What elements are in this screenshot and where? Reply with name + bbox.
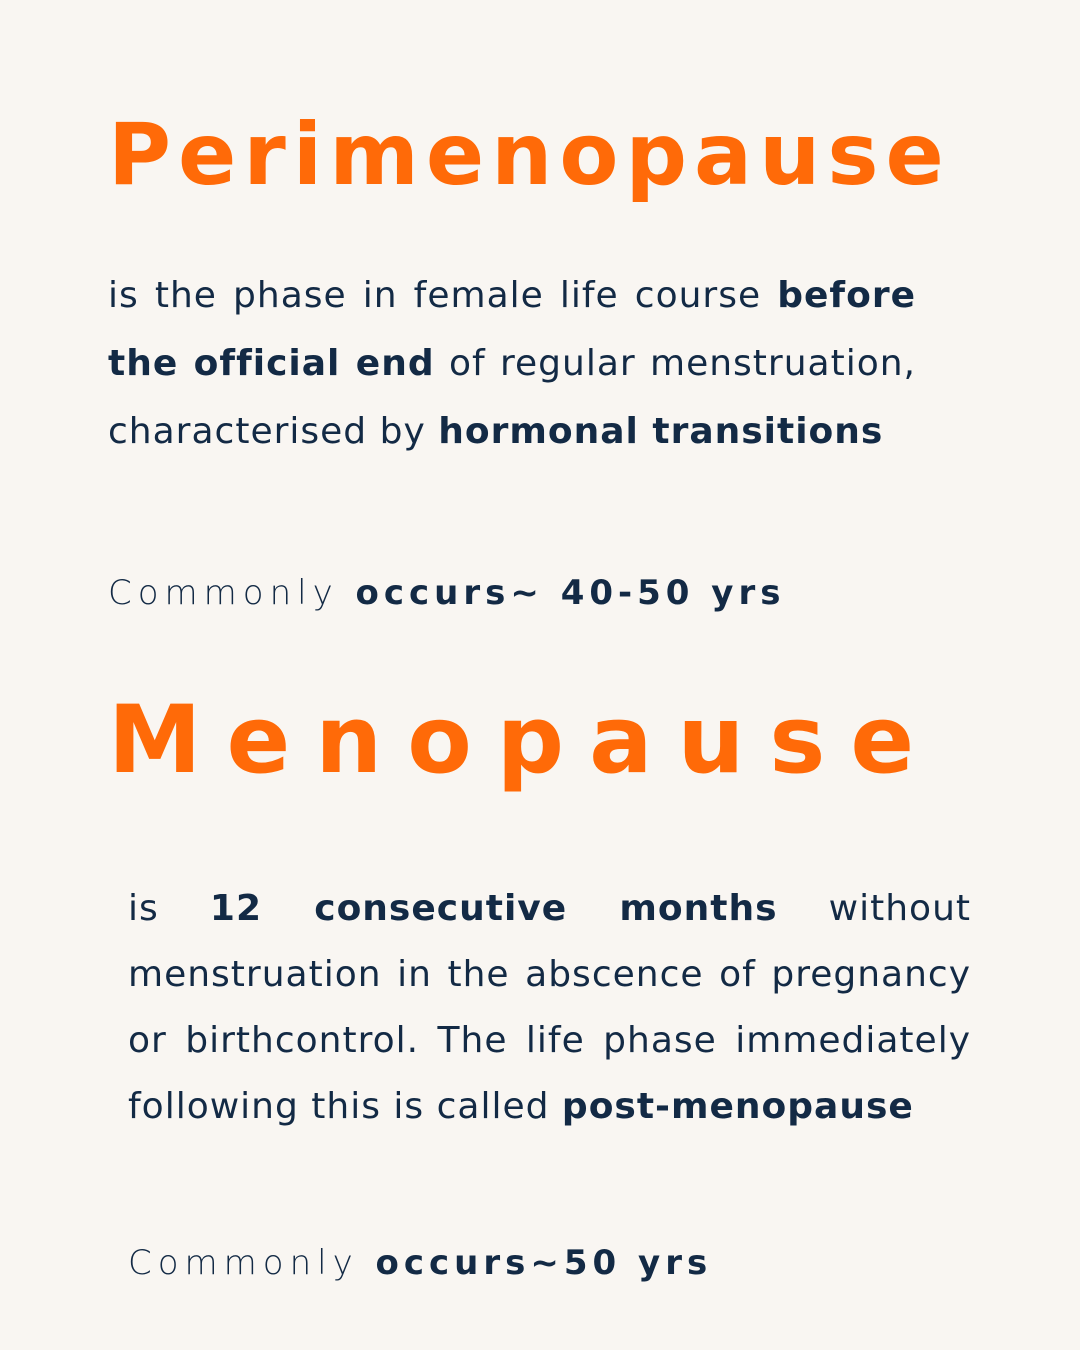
menopause-title: Menopause (108, 686, 940, 795)
menopause-occurs-prefix: Commonly (128, 1243, 376, 1283)
menopause-description-text-1: is (128, 888, 210, 929)
perimenopause-description-bold-2: hormonal transitions (438, 411, 884, 452)
perimenopause-description-text-2: of regular menstruation, characterised by (108, 343, 916, 452)
menopause-description-bold-1: 12 consecutive months (209, 888, 778, 929)
perimenopause-occurs-age: occurs~ 40-50 yrs (355, 573, 786, 613)
menopause-description (128, 876, 971, 1140)
perimenopause-occurs-line (108, 573, 786, 613)
menopause-occurs-line (128, 1243, 713, 1283)
perimenopause-occurs-prefix: Commonly (108, 573, 356, 613)
menopause-occurs-age: occurs~50 yrs (375, 1243, 713, 1283)
perimenopause-description (108, 262, 916, 466)
menopause-description-bold-2: post-menopause (561, 1086, 914, 1127)
perimenopause-description-bold-1: before the official end (108, 275, 916, 384)
perimenopause-title: Perimenopause (108, 105, 951, 205)
perimenopause-description-text-1: is the phase in female life course (108, 275, 778, 316)
menopause-description-text-2: without menstruation in the abscence of pregnancy or birthcontrol. The life phase immediately following this is called (128, 888, 972, 1127)
